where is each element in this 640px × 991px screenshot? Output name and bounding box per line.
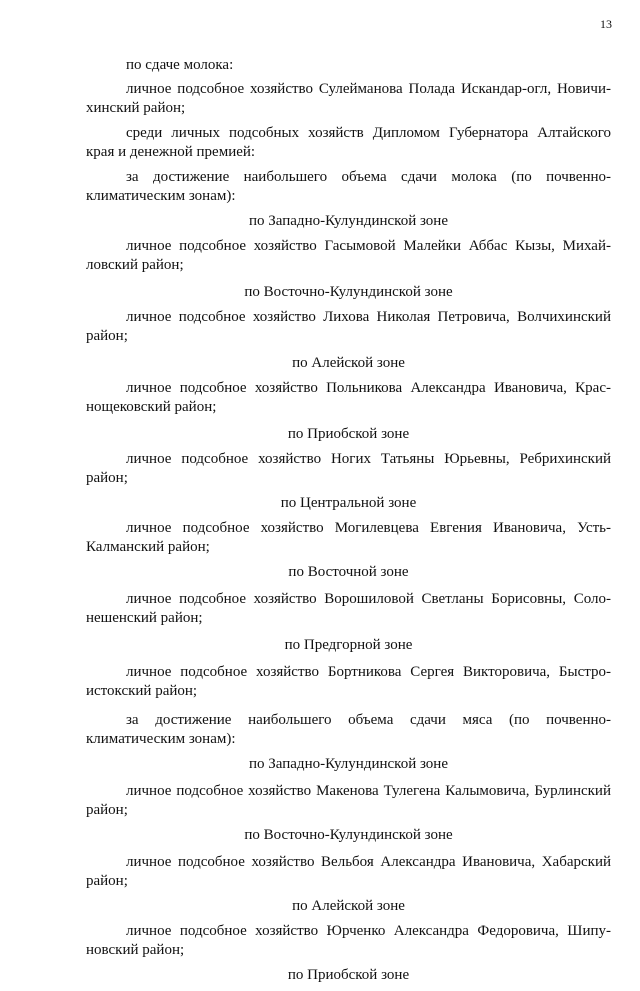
entry-paragraph: личное подсобное хозяйство Гасымовой Малейки Аббас Кызы, Михайловский район; bbox=[86, 238, 611, 273]
zone-heading: по Восточной зоне bbox=[288, 564, 409, 580]
entry-paragraph: личное подсобное хозяйство Юрченко Александра Федоровича, Шипуновский район; bbox=[86, 923, 611, 958]
entry-paragraph: личное подсобное хозяйство Лихова Николая Петровича, Волчихинский район; bbox=[86, 309, 611, 344]
milk-zones-intro: за достижение наибольшего объема сдачи молока (по почвенно-климатическим зонам): bbox=[86, 169, 611, 204]
zone-heading: по Алейской зоне bbox=[292, 898, 405, 914]
entry-paragraph: личное подсобное хозяйство Могилевцева Евгения Ивановича, Усть-Калманский район; bbox=[86, 520, 611, 555]
entry-paragraph: личное подсобное хозяйство Бортникова Сергея Викторовича, Быстроистокский район; bbox=[86, 664, 611, 699]
zone-heading: по Восточно-Кулундинской зоне bbox=[244, 827, 453, 843]
entry-paragraph: личное подсобное хозяйство Ворошиловой Светланы Борисовны, Солонешенский район; bbox=[86, 591, 611, 626]
document-body bbox=[86, 56, 611, 991]
zone-heading: по Восточно-Кулундинской зоне bbox=[244, 284, 453, 300]
zone-heading: по Центральной зоне bbox=[280, 495, 417, 511]
entry-paragraph: личное подсобное хозяйство Ногих Татьяны Юрьевны, Ребрихинский район; bbox=[86, 451, 611, 486]
zone-heading: по Алейской зоне bbox=[292, 355, 405, 371]
zone-heading: по Предгорной зоне bbox=[284, 637, 413, 653]
zone-heading: по Приобской зоне bbox=[287, 967, 410, 983]
zone-heading: по Приобской зоне bbox=[287, 426, 410, 442]
page-number: 13 bbox=[600, 17, 612, 31]
milk-intro: по сдаче молока: bbox=[126, 57, 234, 73]
paragraph-diploma: среди личных подсобных хозяйств Дипломом Губернатора Алтайского края и денежной премией: bbox=[86, 125, 611, 160]
entry-paragraph: личное подсобное хозяйство Макенова Тулегена Калымовича, Бурлинский район; bbox=[86, 783, 611, 818]
zone-heading: по Западно-Кулундинской зоне bbox=[249, 213, 448, 229]
meat-zones-intro: за достижение наибольшего объема сдачи мяса (по почвенно-климатическим зонам): bbox=[86, 712, 611, 747]
entry-paragraph: личное подсобное хозяйство Вельбоя Александра Ивановича, Хабарский район; bbox=[86, 854, 611, 889]
paragraph-suleimanov: личное подсобное хозяйство Сулейманова Полада Искандар-огл, Новичихинский район; bbox=[86, 81, 611, 116]
entry-paragraph: личное подсобное хозяйство Польникова Александра Ивановича, Краснощековский район; bbox=[86, 380, 611, 415]
zone-heading: по Западно-Кулундинской зоне bbox=[249, 756, 448, 772]
